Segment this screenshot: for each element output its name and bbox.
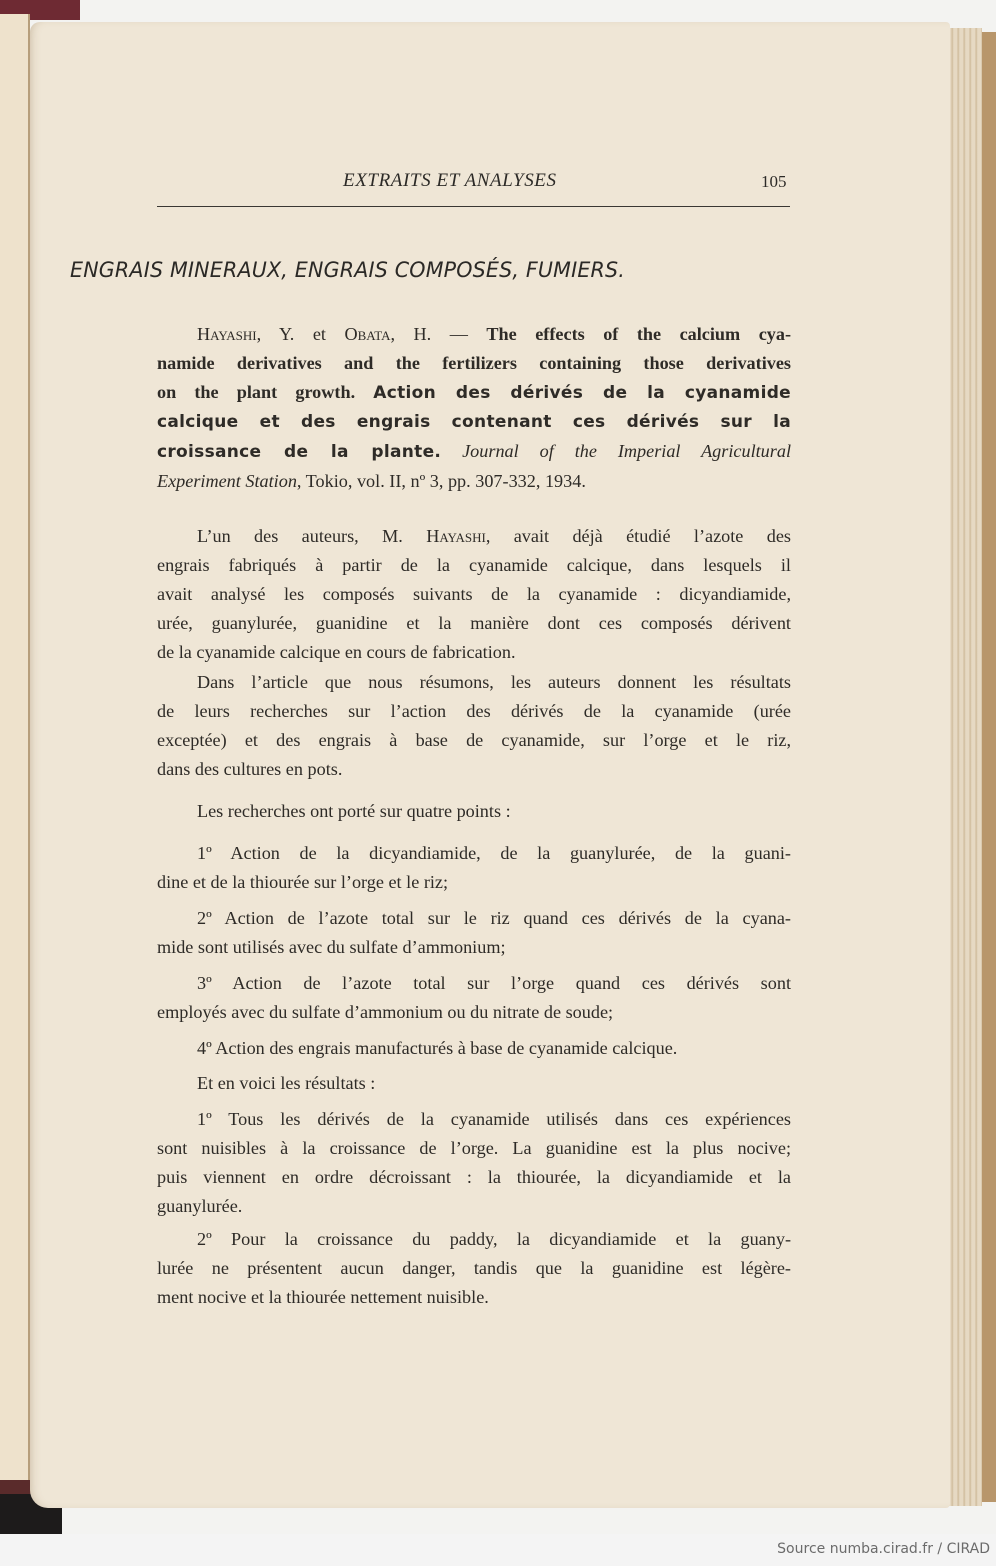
section-title: ENGRAIS MINERAUX, ENGRAIS COMPOSÉS, FUMIERS. xyxy=(70,258,626,282)
author-1: Hayashi xyxy=(197,324,257,344)
paragraph-line xyxy=(157,522,791,551)
title-english-end: on the plant growth. xyxy=(157,382,356,402)
result-2-line: lurée ne présentent aucun danger, tandis que la guanidine est légère- xyxy=(157,1258,791,1278)
title-english-line: namide derivatives and the fertilizers containing those derivatives xyxy=(157,353,791,373)
result-2 xyxy=(157,1225,791,1312)
paragraph-line: Et en voici les résultats : xyxy=(197,1073,376,1093)
point-4-line: 4º Action des engrais manufacturés à base de cyanamide calcique. xyxy=(197,1038,678,1058)
reference-line xyxy=(157,378,791,408)
author-2: Obata xyxy=(344,324,391,344)
result-2-line: 2º Pour la croissance du paddy, la dicyandiamide et la guany- xyxy=(197,1229,791,1249)
point-3-line: employés avec du sulfate d’ammonium ou du nitrate de soude; xyxy=(157,1002,614,1022)
result-1 xyxy=(157,1105,791,1221)
point-1-line: dine et de la thiourée sur l’orge et le riz; xyxy=(157,872,449,892)
paragraph-line: avait analysé les composés suivants de la cyanamide : dicyandiamide, xyxy=(157,584,791,604)
research-points-list xyxy=(157,839,791,1063)
page-stack-edges xyxy=(948,28,982,1506)
page-number: 105 xyxy=(761,172,787,191)
paragraph-summary xyxy=(157,668,791,784)
bibliographic-reference xyxy=(157,320,791,496)
paragraph-line: de leurs recherches sur l’action des dérivés de la cyanamide (urée xyxy=(157,701,791,721)
text-run: , avait déjà étudié l’azote des xyxy=(485,526,791,546)
point-3-line: 3º Action de l’azote total sur l’orge quand ces dérivés sont xyxy=(197,973,791,993)
author-1-initial: , Y. et xyxy=(256,324,345,344)
result-2-line: ment nocive et la thiourée nettement nuisible. xyxy=(157,1287,489,1307)
paragraph-line: dans des cultures en pots. xyxy=(157,759,343,779)
paragraph-line: exceptée) et des engrais à base de cyanamide, sur l’orge et le riz, xyxy=(157,730,791,750)
paragraph-line: Dans l’article que nous résumons, les auteurs donnent les résultats xyxy=(197,672,791,692)
result-1-line: sont nuisibles à la croissance de l’orge. La guanidine est la plus nocive; xyxy=(157,1138,791,1158)
title-french-end: croissance de la plante. xyxy=(157,442,442,462)
source-credit: Source numba.cirad.fr / CIRAD xyxy=(777,1541,990,1557)
paragraph-intro xyxy=(157,522,791,667)
point-2-line: 2º Action de l’azote total sur le riz quand ces dérivés de la cyana- xyxy=(197,908,791,928)
left-page-edge xyxy=(0,14,30,1494)
paragraph-line: Les recherches ont porté sur quatre points : xyxy=(197,801,511,821)
paragraph-line: de la cyanamide calcique en cours de fabrication. xyxy=(157,642,516,662)
author-name: Hayashi xyxy=(426,526,486,546)
result-1-line: puis viennent en ordre décroissant : la thiourée, la dicyandiamide et la xyxy=(157,1167,791,1187)
reference-line xyxy=(157,437,791,467)
title-english: The effects of the calcium cya- xyxy=(486,324,792,344)
point-1-line: 1º Action de la dicyandiamide, de la guanylurée, de la guani- xyxy=(197,843,791,863)
paragraph-line: engrais fabriqués à partir de la cyanamide calcique, dans lesquels il xyxy=(157,555,791,575)
text-run: L’un des auteurs, M. xyxy=(197,526,427,546)
book-cover-edge xyxy=(982,32,996,1502)
journal-name-end: Experiment Station xyxy=(157,471,297,491)
paragraph-points-intro xyxy=(157,797,791,826)
title-french-line: calcique et des engrais contenant ces dérivés sur la xyxy=(157,412,791,432)
running-head: EXTRAITS ET ANALYSES xyxy=(343,170,557,191)
result-1-line: 1º Tous les dérivés de la cyanamide utilisés dans ces expériences xyxy=(197,1109,791,1129)
result-1-line: guanylurée. xyxy=(157,1196,243,1216)
journal-name: Journal of the Imperial Agricultural xyxy=(462,441,791,461)
reference-line xyxy=(157,320,791,349)
title-french: Action des dérivés de la cyanamide xyxy=(373,383,791,403)
point-2-line: mide sont utilisés avec du sulfate d’ammonium; xyxy=(157,937,506,957)
results-intro xyxy=(157,1069,791,1098)
reference-line xyxy=(157,467,791,496)
citation-details: , Tokio, vol. II, nº 3, pp. 307-332, 1934. xyxy=(296,471,586,491)
header-rule xyxy=(157,206,790,207)
author-2-initial: , H. — xyxy=(390,324,468,344)
paragraph-line: urée, guanylurée, guanidine et la manière dont ces composés dérivent xyxy=(157,613,791,633)
